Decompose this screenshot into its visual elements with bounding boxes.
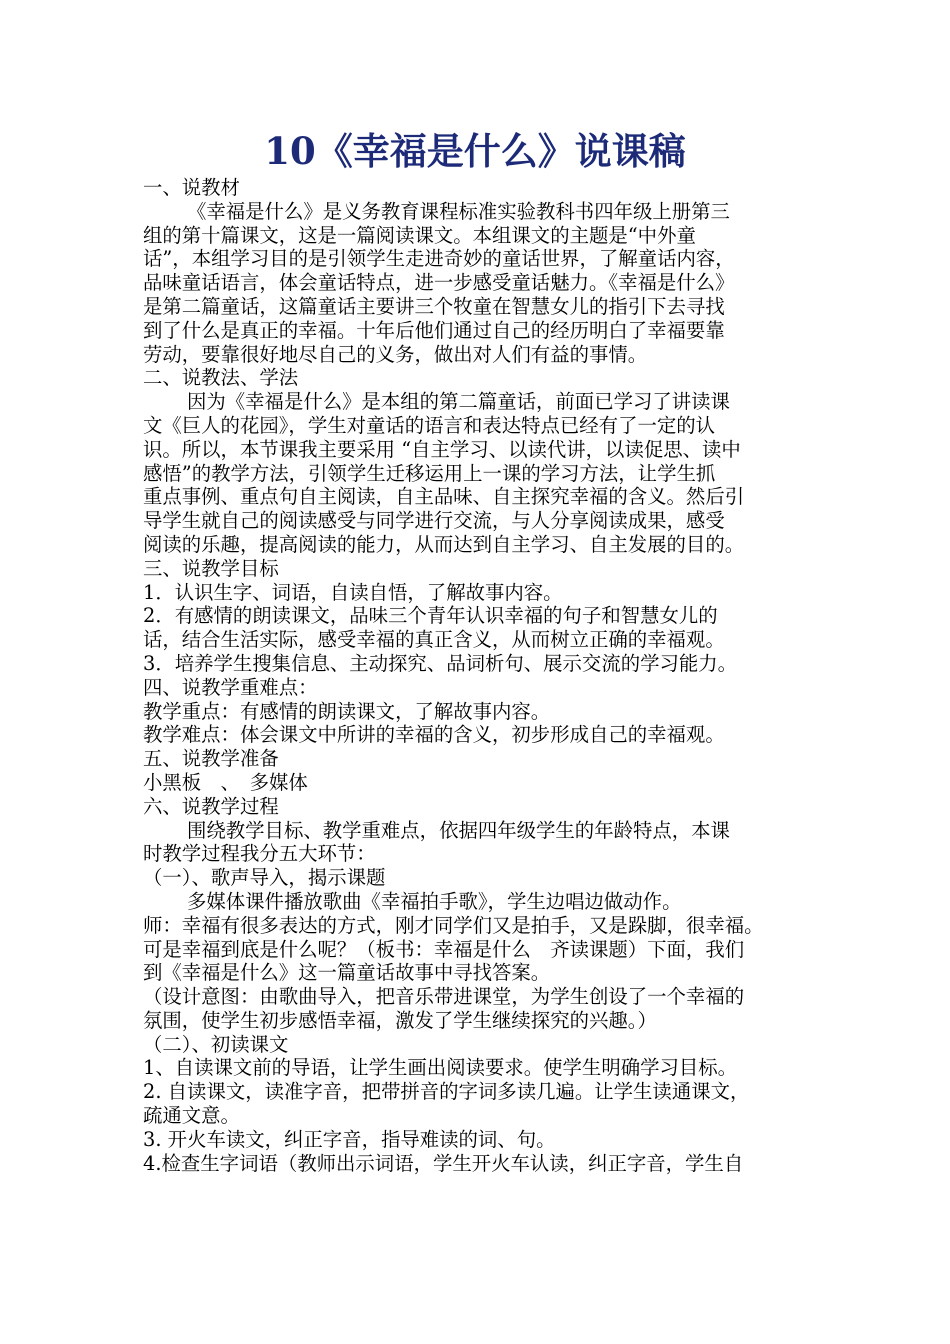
- paragraph-line: 小黑板 、 多媒体: [143, 770, 308, 794]
- section-heading: 四、说教学重难点：: [143, 675, 318, 699]
- page-title: 10《幸福是什么》说课稿: [264, 129, 686, 173]
- paragraph-line: 围绕教学目标、教学重难点，依据四年级学生的年龄特点，本课: [187, 818, 730, 842]
- section-heading: 三、说教学目标: [143, 556, 279, 580]
- paragraph-line: 是第二篇童话，这篇童话主要讲三个牧童在智慧女儿的指引下去寻找: [143, 294, 725, 318]
- paragraph-line: 氛围，使学生初步感悟幸福，激发了学生继续探究的兴趣。）: [143, 1008, 657, 1032]
- paragraph-line: 文《巨人的花园》，学生对童话的语言和表达特点已经有了一定的认: [143, 413, 716, 437]
- section-heading: 一、说教材: [143, 176, 240, 199]
- paragraph-line: 识。所以，本节课我主要采用 “自主学习、以读代讲，以读促思、读中: [143, 437, 741, 461]
- paragraph-line: 疏通文意。: [143, 1104, 240, 1128]
- paragraph-line: 《幸福是什么》是义务教育课程标准实验教科书四年级上册第三: [187, 199, 730, 223]
- paragraph-line: 导学生就自己的阅读感受与同学进行交流，与人分享阅读成果，感受: [143, 509, 725, 533]
- paragraph-line: 话”，本组学习目的是引领学生走进奇妙的童话世界，了解童话内容，: [143, 247, 735, 271]
- paragraph-line: 师：幸福有很多表达的方式，刚才同学们又是拍手，又是跺脚，很幸福。: [143, 913, 764, 937]
- paragraph-line: 到《幸福是什么》这一篇童话故事中寻找答案。: [143, 961, 551, 985]
- document-body: [143, 176, 833, 1175]
- paragraph-line: 教学难点：体会课文中所讲的幸福的含义，初步形成自己的幸福观。: [143, 723, 725, 747]
- list-item: 1、自读课文前的导语，让学生画出阅读要求。使学生明确学习目标。: [143, 1056, 738, 1080]
- paragraph-line: 时教学过程我分五大环节：: [143, 842, 376, 866]
- paragraph-line: 阅读的乐趣，提高阅读的能力，从而达到自主学习、自主发展的目的。: [143, 532, 745, 556]
- paragraph-line: 因为《幸福是什么》是本组的第二篇童话，前面已学习了讲读课: [187, 390, 730, 414]
- paragraph-line: 可是幸福到底是什么呢？（板书：幸福是什么 齐读课题）下面，我们: [143, 937, 745, 961]
- section-heading: 五、说教学准备: [143, 747, 279, 771]
- list-item: 2．有感情的朗读课文，品味三个青年认识幸福的句子和智慧女儿的: [143, 604, 718, 628]
- subsection-heading: （一）、歌声导入，揭示课题: [143, 866, 386, 890]
- paragraph-line: 到了什么是真正的幸福。十年后他们通过自己的经历明白了幸福要靠: [143, 318, 725, 342]
- list-item: 3．培养学生搜集信息、主动探究、品词析句、展示交流的学习能力。: [143, 651, 738, 675]
- section-heading: 六、说教学过程: [143, 794, 279, 818]
- list-item: 1．认识生字、词语，自读自悟，了解故事内容。: [143, 580, 563, 604]
- paragraph-line: 教学重点：有感情的朗读课文，了解故事内容。: [143, 699, 551, 723]
- list-item: 3. 开火车读文，纠正字音，指导难读的词、句。: [143, 1127, 556, 1151]
- paragraph-line: 品味童话语言，体会童话特点，进一步感受童话魅力。《幸福是什么》: [143, 271, 735, 295]
- list-item: 4.检查生字词语（教师出示词语，学生开火车认读，纠正字音，学生自: [143, 1151, 744, 1175]
- list-item: 2. 自读课文，读准字音，把带拼音的字词多读几遍。让学生读通课文，: [143, 1080, 750, 1104]
- subsection-heading: （二）、初读课文: [143, 1032, 289, 1056]
- paragraph-line: 话，结合生活实际，感受幸福的真正含义，从而树立正确的幸福观。: [143, 628, 725, 652]
- paragraph-line: 多媒体课件播放歌曲《幸福拍手歌》，学生边唱边做动作。: [187, 889, 682, 913]
- section-heading: 二、说教法、学法: [143, 366, 299, 390]
- paragraph-line: 组的第十篇课文，这是一篇阅读课文。本组课文的主题是“中外童: [143, 223, 696, 247]
- paragraph-line: （设计意图：由歌曲导入，把音乐带进课堂，为学生创设了一个幸福的: [143, 985, 745, 1009]
- paragraph-line: 劳动，要靠很好地尽自己的义务，做出对人们有益的事情。: [143, 342, 648, 366]
- paragraph-line: 感悟”的教学方法，引领学生迁移运用上一课的学习方法，让学生抓: [143, 461, 716, 485]
- paragraph-line: 重点事例、重点句自主阅读，自主品味、自主探究幸福的含义。然后引: [143, 485, 745, 509]
